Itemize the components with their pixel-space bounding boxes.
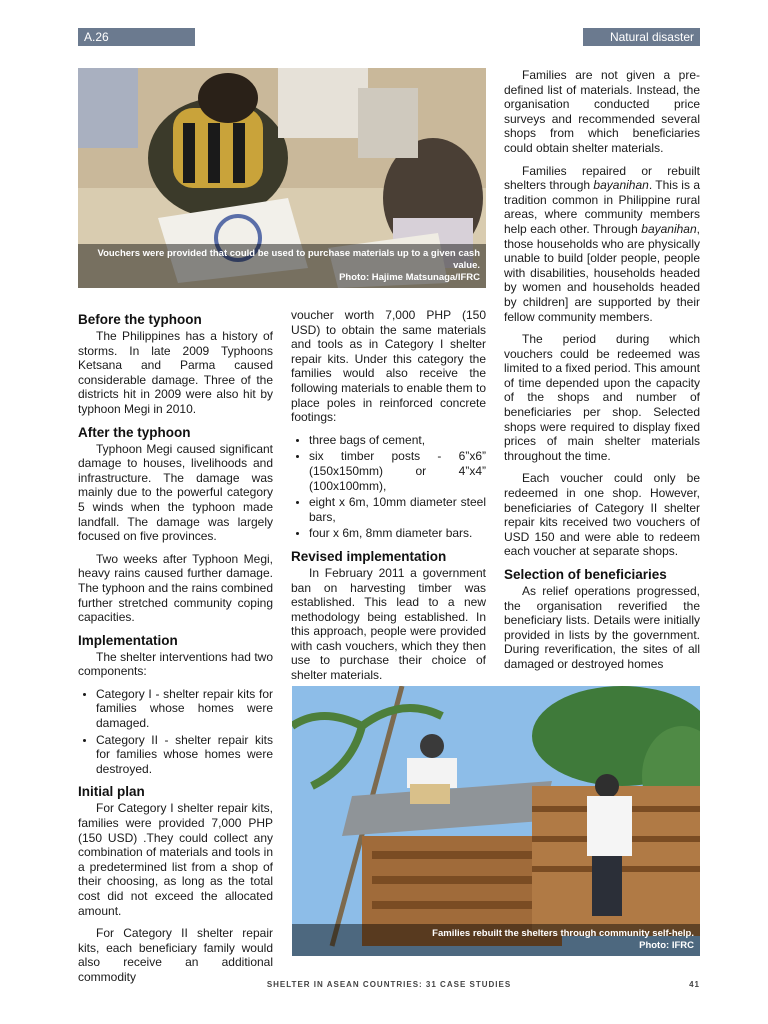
shelter-photo: [292, 686, 700, 956]
heading-initial-plan: Initial plan: [78, 784, 145, 800]
list-item: • Category I - shelter repair kits for families whose homes were damaged.: [96, 687, 273, 731]
list-item: • Category II - shelter repair kits for families whose homes were destroyed.: [96, 733, 273, 777]
publication-title: SHELTER IN ASEAN COUNTRIES: 31 CASE STUDIES: [266, 980, 512, 989]
voucher-photo-caption: [78, 244, 486, 288]
materials-list: [291, 433, 486, 541]
column-right: [504, 68, 700, 680]
paragraph-implementation: The shelter interventions had two components:: [78, 649, 273, 679]
paragraph-revised-implementation: In February 2011 a government ban on harvesting timber was established. This lead to a new methodology being established. In this approach, people were provided with cash vouchers, which they then use to purchase their choice of shelter materials.: [291, 565, 486, 683]
implementation-list: [78, 687, 273, 777]
category-tab: Natural disaster: [583, 28, 700, 46]
list-item: • four x 6m, 8mm diameter bars.: [309, 526, 486, 541]
text-segment: . This is a tradition common in Philippine rural areas, where community members help each other. Through: [504, 178, 700, 236]
list-item: • six timber posts - 6”x6” (150x150mm) or 4”x4” (100x100mm),: [309, 449, 486, 493]
voucher-photo: [78, 68, 486, 288]
column-middle: [291, 308, 486, 691]
paragraph-before-typhoon: The Philippines has a history of storms. In late 2009 Typhoons Ketsana and Parma caused considerable damage. Three of the districts hit in 2009 were also hit by typhoon Megi in 2010.: [78, 329, 273, 416]
heading-before-typhoon: Before the typhoon: [78, 312, 202, 327]
paragraph-after-typhoon-1: Typhoon Megi caused significant damage to houses, livelihoods and infrastructure. The damage was mainly due to the powerful category 5 winds when the typhoon made landfall. The damage was largely focused on five provinces.: [78, 441, 273, 544]
section-code-tab: A.26: [78, 28, 195, 46]
paragraph-voucher-redemption: Each voucher could only be redeemed in one shop. However, beneficiaries of Category II shelter repair kits received two vouchers of USD 150 and were able to redeem each voucher at separate shops.: [504, 471, 700, 559]
heading-selection-beneficiaries: Selection of beneficiaries: [504, 567, 667, 582]
paragraph-after-typhoon-2: Two weeks after Typhoon Megi, heavy rains caused further damage. The typhoon and the rains combined further stretched community coping capacities.: [78, 551, 273, 625]
shelter-photo-caption: [292, 924, 700, 956]
text-segment: Families repaired or rebuilt shelters through: [504, 163, 700, 193]
term-bayanihan: bayanihan: [593, 178, 649, 193]
shelter-photo-illustration: [292, 686, 700, 956]
paragraph-initial-plan-1: For Category I shelter repair kits, families were provided 7,000 PHP (150 USD) .They could collect any combination of materials and tools in a predetermined list from a shop of their choosing, as long as the total cost did not exceed the allocated amount.: [78, 801, 273, 918]
column-left: [78, 308, 273, 993]
voucher-photo-caption-text: Vouchers were provided that could be used to purchase materials up to a given cash value.: [97, 248, 480, 271]
shelter-photo-credit: Photo: IFRC: [639, 940, 694, 951]
paragraph-voucher-continued: voucher worth 7,000 PHP (150 USD) to obtain the same materials and tools as in Category I shelter repair kits. Under this category the families would also receive the following materials to enable them to place poles in reinforced concrete footings:: [291, 308, 486, 425]
page-number: 41: [689, 980, 700, 989]
heading-implementation: Implementation: [78, 632, 178, 648]
list-item: • three bags of cement,: [309, 433, 486, 448]
paragraph-initial-plan-2: For Category II shelter repair kits, each beneficiary family would also receive an additional commodity: [78, 926, 273, 984]
paragraph-redemption-period: The period during which vouchers could be redeemed was limited to a fixed period. This amount of time depended upon the capacity of the shops and number of beneficiaries per shop. Selected shops were required to display fixed prices of main shelter materials throughout the time.: [504, 332, 700, 463]
paragraph-selection: As relief operations progressed, the organisation reverified the beneficiary lists. Details were initially provided in lists by the government. During reverification, the sites of all damaged or destroyed homes: [504, 584, 700, 671]
heading-revised-implementation: Revised implementation: [291, 548, 447, 564]
term-bayanihan: bayanihan: [641, 221, 697, 236]
shelter-photo-caption-text: Families rebuilt the shelters through community self-help.: [432, 928, 694, 939]
voucher-photo-credit: Photo: Hajime Matsunaga/IFRC: [339, 272, 480, 283]
heading-after-typhoon: After the typhoon: [78, 424, 191, 440]
text-segment: , those households who are physically unable to build [older people, people with disabilities, households headed by women and households headed by children] are supported by their fellow community members.: [504, 221, 700, 324]
list-item: • eight x 6m, 10mm diameter steel bars,: [309, 495, 486, 524]
paragraph-shops: Families are not given a pre-defined list of materials. Instead, the organisation conducted price surveys and recommended several shops from which beneficiaries could obtain shelter materials.: [504, 68, 700, 155]
paragraph-bayanihan: [504, 164, 700, 325]
